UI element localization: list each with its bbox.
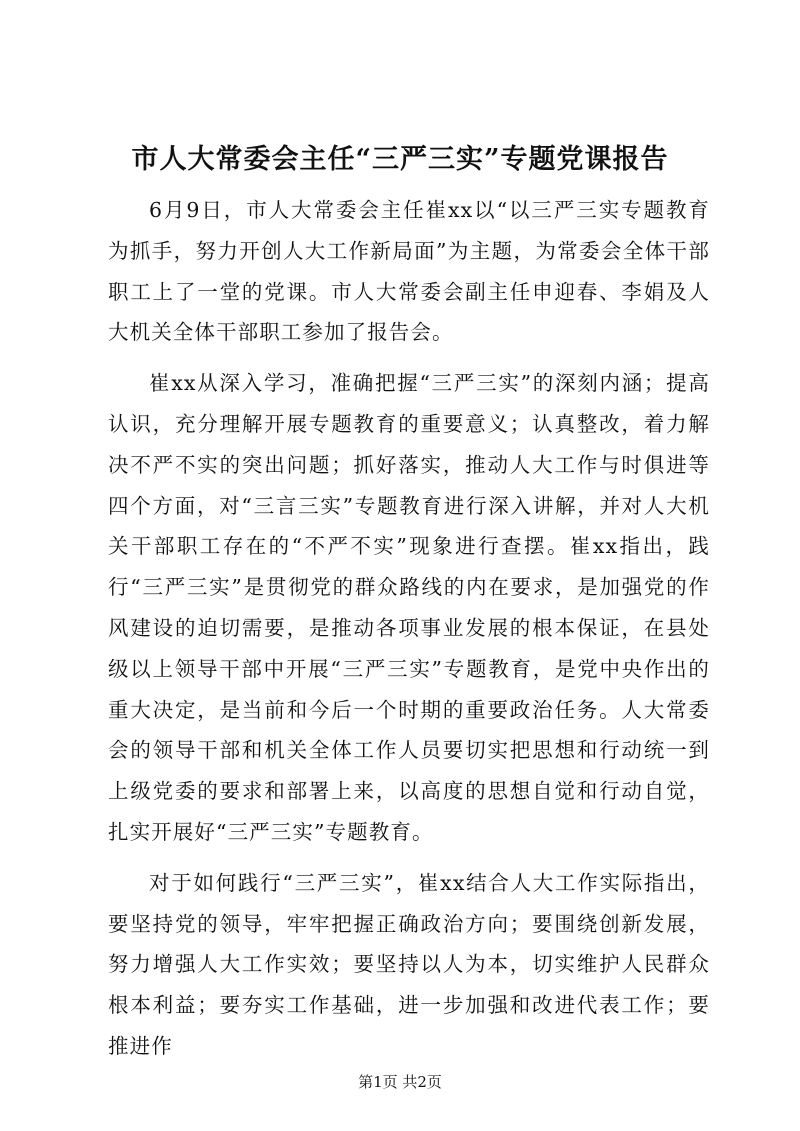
paragraph-1: 6月9日，市人大常委会主任崔xx以“以三严三实专题教育为抓手，努力开创人大工作新局面”为主题，为常委会全体干部职工上了一堂的党课。市人大常委会副主任申迎春、李娟及人大机关全体干部职工参加了报告会。: [108, 198, 710, 345]
document-title: 市人大常委会主任“三严三实”专题党课报告: [131, 144, 669, 175]
paragraph-2: 崔xx从深入学习，准确把握“三严三实”的深刻内涵；提高认识，充分理解开展专题教育的重要意义；认真整改，着力解决不严不实的突出问题；抓好落实，推动人大工作与时俱进等四个方面，对“三言三实”专题教育进行深入讲解，并对人大机关干部职工存在的“不严不实”现象进行查摆。崔xx指出，践行“三严三实”是贯彻党的群众路线的内在要求，是加强党的作风建设的迫切需要，是推动各项事业发展的根本保证，在县处级以上领导干部中开展“三严三实”专题教育，是党中央作出的重大决定，是当前和今后一个时期的重要政治任务。人大常委会的领导干部和机关全体工作人员要切实把思想和行动统一到上级党委的要求和部署上来，以高度的思想自觉和行动自觉，扎实开展好“三严三实”专题教育。: [108, 371, 710, 844]
paragraph-3: 对于如何践行“三严三实”，崔xx结合人大工作实际指出，要坚持党的领导，牢牢把握正确政治方向；要围绕创新发展，努力增强人大工作实效；要坚持以人为本，切实维护人民群众根本利益；要夯实工作基础，进一步加强和改进代表工作；要推进作: [108, 870, 710, 1058]
document-body: [108, 190, 710, 1077]
page-number-footer: 第1页 共2页: [358, 1073, 442, 1091]
